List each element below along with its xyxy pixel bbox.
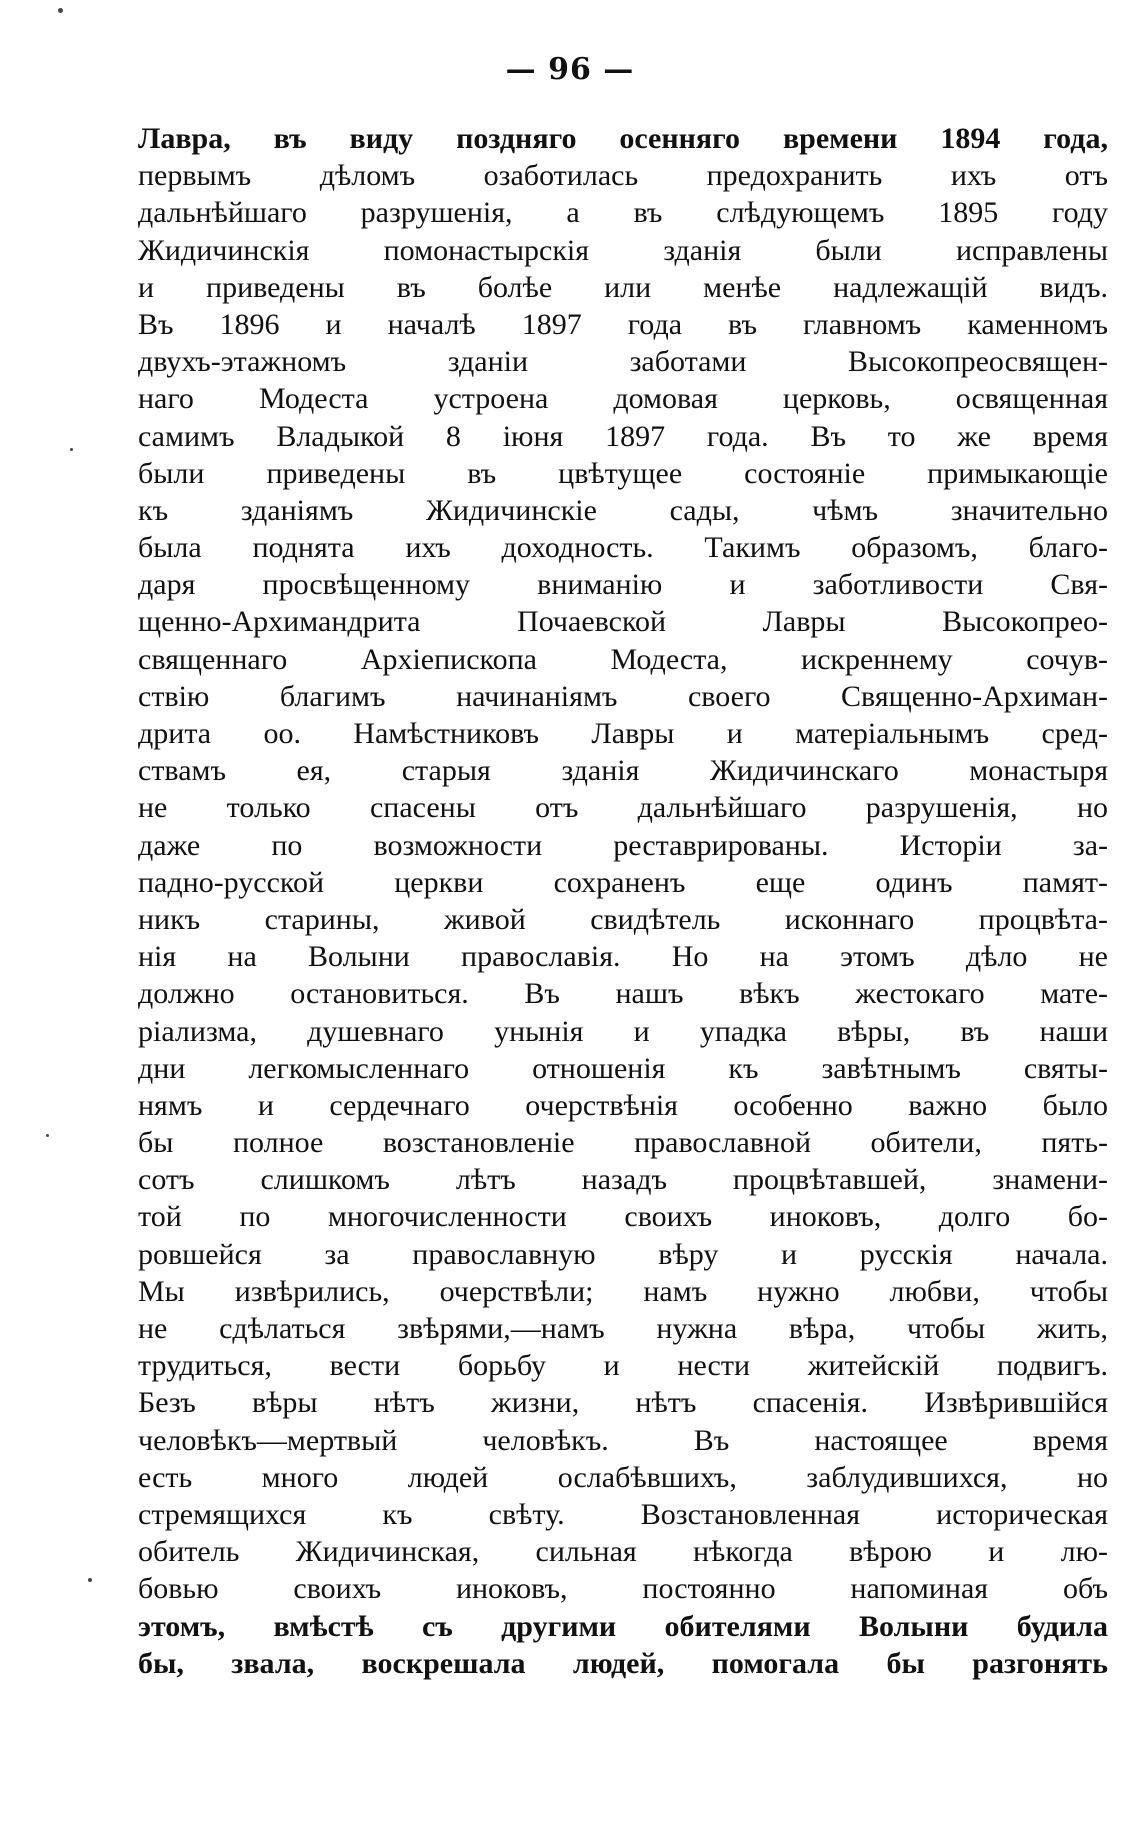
print-speck [70,448,73,451]
text-line: трудиться, вести борьбу и нести житейскій подвигъ. [138,1349,1108,1383]
text-line: должно остановиться. Въ нашъ вѣкъ жестокаго мате- [138,977,1108,1011]
text-line: нія на Волыни православія. Но на этомъ дѣло не [138,940,1108,974]
text-line: дальнѣйшаго разрушенія, а въ слѣдующемъ 1895 году [138,196,1108,230]
text-line: бы полное возстановленіе православной обители, пять- [138,1126,1108,1160]
text-line: не только спасены отъ дальнѣйшаго разрушенія, но [138,791,1108,825]
text-line: первымъ дѣломъ озаботилась предохранить ихъ отъ [138,159,1108,193]
print-speck [88,1578,92,1582]
text-line: бовью своихъ иноковъ, постоянно напоминая объ [138,1572,1108,1606]
text-line: не сдѣлаться звѣрями,—намъ нужна вѣра, чтобы жить, [138,1312,1108,1345]
text-line: падно-русской церкви сохраненъ еще одинъ памят- [138,865,1108,899]
text-line: бы, звала, воскрешала людей, помогала бы разгонять [138,1646,1108,1680]
text-line: дни легкомысленнаго отношенія къ завѣтнымъ святы- [138,1051,1108,1085]
text-line: нямъ и сердечнаго очерствѣнія особенно важно было [138,1088,1108,1122]
text-line: самимъ Владыкой 8 іюня 1897 года. Въ то же время [138,419,1108,453]
text-line: ствію благимъ начинаніямъ своего Священно-Архиман- [138,679,1108,713]
text-line: Мы извѣрились, очерствѣли; намъ нужно любви, чтобы [138,1274,1108,1308]
text-line: стремящихся къ свѣту. Возстановленная историческая [138,1497,1108,1531]
body-text [138,120,1108,1682]
text-line: двухъ-этажномъ зданіи заботами Высокопреосвящен- [138,345,1108,379]
text-line: Безъ вѣры нѣтъ жизни, нѣтъ спасенія. Извѣрившійся [138,1386,1108,1420]
text-line: человѣкъ—мертвый человѣкъ. Въ настоящее время [138,1423,1108,1457]
text-line: священнаго Архіепископа Модеста, искреннему сочув- [138,642,1108,676]
text-line: Лавра, въ виду поздняго осенняго времени 1894 года, [138,122,1108,155]
print-speck [46,1134,49,1137]
text-line: той по многочисленности своихъ иноковъ, долго бо- [138,1200,1108,1234]
text-line: Въ 1896 и началѣ 1897 года въ главномъ каменномъ [138,307,1108,341]
text-line: наго Модеста устроена домовая церковь, освященная [138,382,1108,416]
text-line: и приведены въ болѣе или менѣе надлежащій видъ. [138,270,1108,304]
text-line: никъ старины, живой свидѣтель исконнаго процвѣта- [138,902,1108,936]
text-line: дрита оо. Намѣстниковъ Лавры и матеріальнымъ сред- [138,717,1108,750]
text-line: сотъ слишкомъ лѣтъ назадъ процвѣтавшей, знамени- [138,1163,1108,1197]
text-line: щенно-Архимандрита Почаевской Лавры Высокопрео- [138,605,1108,639]
text-line: этомъ, вмѣстѣ съ другими обителями Волыни будила [138,1609,1108,1643]
text-line: обитель Жидичинская, сильная нѣкогда вѣрою и лю- [138,1535,1108,1569]
text-line: была поднята ихъ доходность. Такимъ образомъ, благо- [138,531,1108,565]
text-line: были приведены въ цвѣтущее состояніе примыкающіе [138,456,1108,490]
page-number: — 96 — [505,52,635,87]
text-line: ствамъ ея, старыя зданія Жидичинскаго монастыря [138,754,1108,788]
text-line: есть много людей ослабѣвшихъ, заблудившихся, но [138,1460,1108,1494]
text-line: къ зданіямъ Жидичинскіе сады, чѣмъ значительно [138,493,1108,527]
text-line: ровшейся за православную вѣру и русскія начала. [138,1237,1108,1271]
text-line: Жидичинскія помонастырскія зданія были исправлены [138,233,1108,267]
text-line: даже по возможности реставрированы. Исторіи за- [138,828,1108,862]
print-speck [58,8,63,13]
text-line: ріализма, душевнаго унынія и упадка вѣры, въ наши [138,1014,1108,1048]
text-line: даря просвѣщенному вниманію и заботливости Свя- [138,568,1108,602]
